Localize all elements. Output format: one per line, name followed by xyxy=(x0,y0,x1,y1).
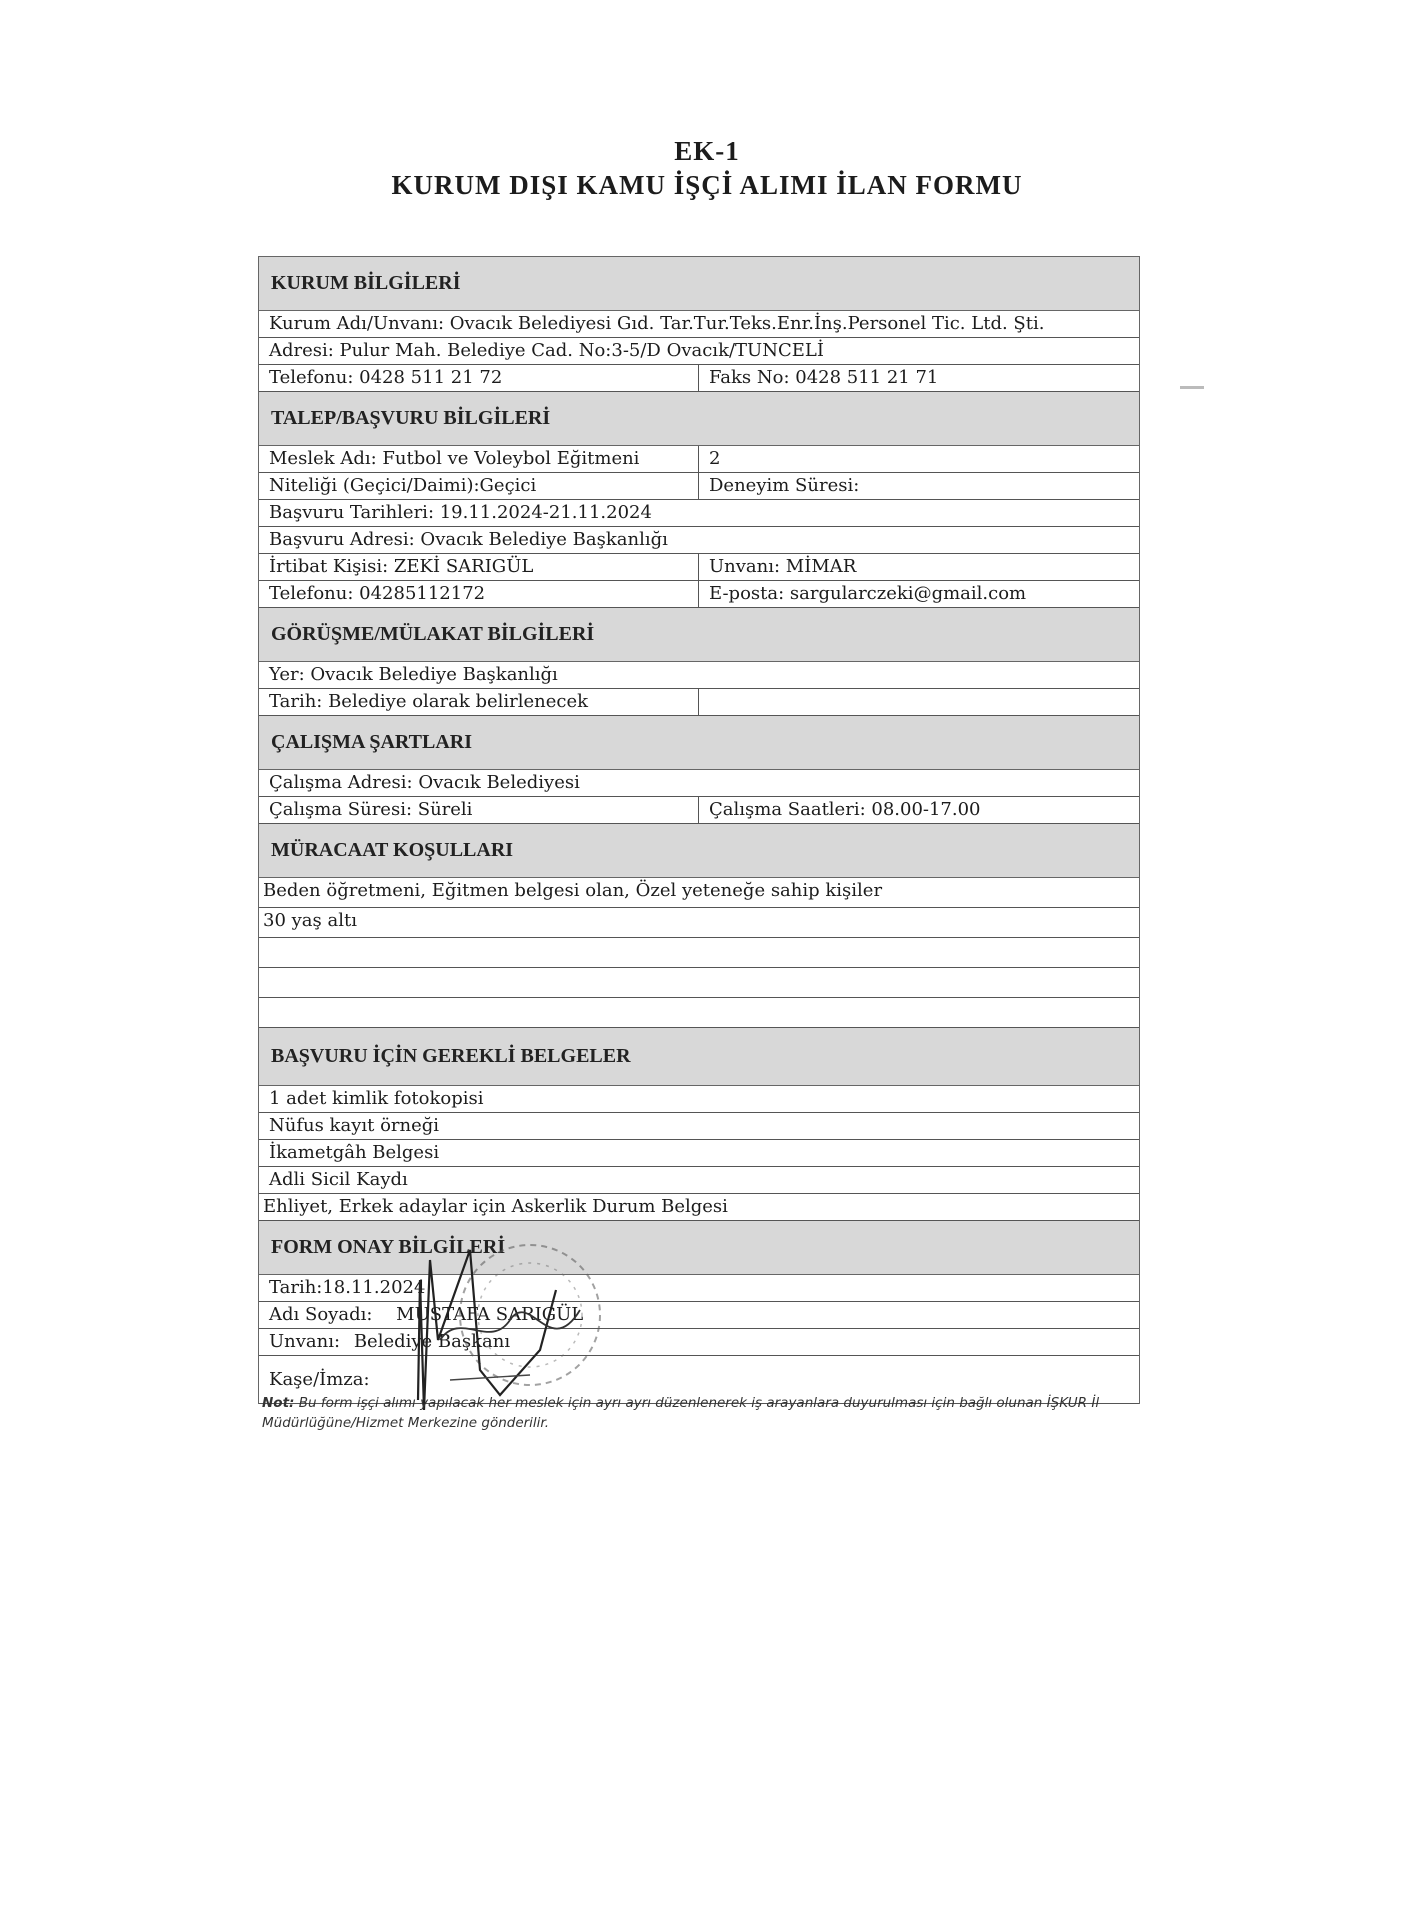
meslek-adi: Meslek Adı: Futbol ve Voleybol Eğitmeni xyxy=(259,446,699,472)
section-onay: FORM ONAY BİLGİLERİ xyxy=(259,1221,1139,1275)
row-kurum-adres xyxy=(259,338,1139,365)
irtibat-kisisi: İrtibat Kişisi: ZEKİ SARIGÜL xyxy=(259,554,699,580)
unvan-label: Unvanı: xyxy=(269,1331,341,1352)
gorusme-tarih: Tarih: Belediye olarak belirlenecek xyxy=(259,689,699,715)
section-calisma: ÇALIŞMA ŞARTLARI xyxy=(259,716,1139,770)
belge-5: Ehliyet, Erkek adaylar için Askerlik Durum Belgesi xyxy=(263,1196,728,1217)
deneyim-suresi: Deneyim Süresi: xyxy=(709,475,860,496)
note-label: Not: xyxy=(262,1395,295,1411)
row-belge-3 xyxy=(259,1140,1139,1167)
section-gorusme: GÖRÜŞME/MÜLAKAT BİLGİLERİ xyxy=(259,608,1139,662)
basvuru-adresi: Başvuru Adresi: Ovacık Belediye Başkanlığı xyxy=(269,529,668,550)
row-muracaat-1 xyxy=(259,878,1139,908)
section-belgeler: BAŞVURU İÇİN GEREKLİ BELGELER xyxy=(259,1028,1139,1086)
row-nitelik xyxy=(259,473,1139,500)
row-irtibat xyxy=(259,554,1139,581)
row-kurum-telefon xyxy=(259,365,1139,392)
muracaat-kosul-2: 30 yaş altı xyxy=(263,910,357,931)
section-kurum: KURUM BİLGİLERİ xyxy=(259,257,1139,311)
row-calisma-adres xyxy=(259,770,1139,797)
row-kurum-adi xyxy=(259,311,1139,338)
row-muracaat-empty-2 xyxy=(259,968,1139,998)
unvan-value: Belediye Başkanı xyxy=(353,1331,511,1352)
form-code: EK-1 xyxy=(674,136,740,166)
row-gorusme-yer xyxy=(259,662,1139,689)
form-note xyxy=(262,1393,1142,1433)
gorusme-tarih-empty xyxy=(699,689,1139,715)
row-muracaat-2 xyxy=(259,908,1139,938)
kurum-adres: Adresi: Pulur Mah. Belediye Cad. No:3-5/D Ovacık/TUNCELİ xyxy=(269,340,824,361)
kurum-adi: Kurum Adı/Unvanı: Ovacık Belediyesi Gıd. Tar.Tur.Teks.Enr.İnş.Personel Tic. Ltd. Şti. xyxy=(269,313,1045,334)
belge-4: Adli Sicil Kaydı xyxy=(269,1169,408,1190)
row-belge-1 xyxy=(259,1086,1139,1113)
row-basvuru-adresi xyxy=(259,527,1139,554)
kisi-sayisi: 2 xyxy=(709,448,721,469)
calisma-adres: Çalışma Adresi: Ovacık Belediyesi xyxy=(269,772,580,793)
gorusme-yer: Yer: Ovacık Belediye Başkanlığı xyxy=(269,664,558,685)
belge-1: 1 adet kimlik fotokopisi xyxy=(269,1088,484,1109)
adi-soyadi-label: Adı Soyadı: xyxy=(269,1304,373,1325)
row-meslek xyxy=(259,446,1139,473)
section-talep: TALEP/BAŞVURU BİLGİLERİ xyxy=(259,392,1139,446)
adi-soyadi-value: MUSTAFA SARIGÜL xyxy=(396,1304,584,1325)
signature-stamp xyxy=(380,1220,620,1420)
form-title: KURUM DIŞI KAMU İŞÇİ ALIMI İLAN FORMU xyxy=(391,170,1023,200)
nitelik: Niteliği (Geçici/Daimi):Geçici xyxy=(259,473,699,499)
note-text: Bu form işçi alımı yapılacak her meslek için ayrı ayrı düzenlenerek iş arayanlara duyurulması için bağlı olunan İŞKUR İl Müdürlüğüne/Hizmet Merkezine gönderilir. xyxy=(262,1395,1100,1431)
kurum-faks: Faks No: 0428 511 21 71 xyxy=(709,367,939,388)
row-muracaat-empty-3 xyxy=(259,998,1139,1028)
basvuru-tarihleri: Başvuru Tarihleri: 19.11.2024-21.11.2024 xyxy=(269,502,652,523)
belge-2: Nüfus kayıt örneği xyxy=(269,1115,440,1136)
section-muracaat: MÜRACAAT KOŞULLARI xyxy=(259,824,1139,878)
belge-3: İkametgâh Belgesi xyxy=(269,1142,440,1163)
kurum-telefon: Telefonu: 0428 511 21 72 xyxy=(259,365,699,391)
calisma-saatleri: Çalışma Saatleri: 08.00-17.00 xyxy=(709,799,981,820)
row-belge-5 xyxy=(259,1194,1139,1221)
row-belge-4 xyxy=(259,1167,1139,1194)
irtibat-eposta: E-posta: sargularczeki@gmail.com xyxy=(709,583,1027,604)
row-muracaat-empty-1 xyxy=(259,938,1139,968)
irtibat-telefon: Telefonu: 04285112172 xyxy=(259,581,699,607)
row-irtibat-iletisim xyxy=(259,581,1139,608)
row-calisma-sure xyxy=(259,797,1139,824)
row-belge-2 xyxy=(259,1113,1139,1140)
irtibat-unvan: Unvanı: MİMAR xyxy=(709,556,857,577)
kase-imza: Kaşe/İmza: xyxy=(269,1369,370,1390)
calisma-suresi: Çalışma Süresi: Süreli xyxy=(259,797,699,823)
onay-tarih: Tarih:18.11.2024 xyxy=(269,1277,426,1298)
row-gorusme-tarih xyxy=(259,689,1139,716)
row-basvuru-tarihleri xyxy=(259,500,1139,527)
muracaat-kosul-1: Beden öğretmeni, Eğitmen belgesi olan, Özel yeteneğe sahip kişiler xyxy=(263,880,883,901)
scan-mark xyxy=(1180,386,1204,389)
